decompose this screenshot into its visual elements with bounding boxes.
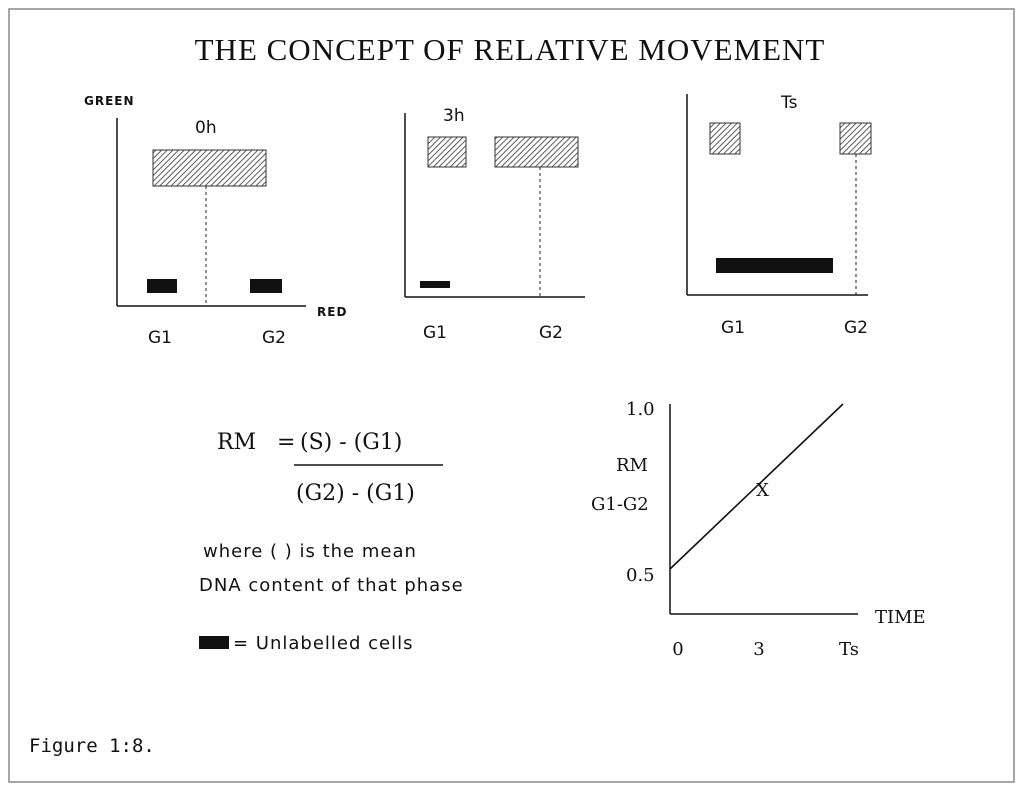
labelled-s-phase-box (153, 150, 266, 186)
explanation-line-1: where ( ) is the mean (203, 541, 417, 562)
labelled-g1-box (428, 137, 466, 167)
legend-swatch-unlabelled (199, 636, 229, 649)
x-tick-label-0: 0 (672, 639, 684, 660)
chart-x-label-time: TIME (875, 607, 926, 628)
unlabelled-cells-box (716, 258, 833, 273)
formula-lhs: RM (217, 430, 257, 455)
y-axis-label-green: GREEN (84, 94, 135, 108)
phase-label-g1: G1 (148, 328, 172, 348)
point-marker-x: X (756, 479, 769, 501)
labelled-g1-box (710, 123, 740, 154)
panel-time-label: 3h (443, 106, 465, 126)
formula-equals: = (277, 430, 296, 455)
unlabelled-g2-box (250, 279, 282, 293)
unlabelled-g1-box (147, 279, 177, 293)
y-tick-label-1-0: 1.0 (626, 399, 655, 420)
formula-denominator: (G2) - (G1) (296, 481, 415, 506)
x-axis-label-red: RED (317, 305, 348, 319)
labelled-g2-box (840, 123, 871, 154)
panel-0h (84, 94, 347, 348)
rm-formula (217, 430, 443, 506)
y-tick-label-0-5: 0.5 (626, 565, 655, 586)
unlabelled-g1-box (420, 281, 450, 288)
figure-caption: Figure 1:8. (29, 735, 155, 757)
x-tick-label-3: 3 (753, 639, 765, 660)
panel-ts (687, 93, 871, 338)
panel-time-label: 0h (195, 118, 217, 138)
figure-title: THE CONCEPT OF RELATIVE MOVEMENT (194, 32, 826, 67)
labelled-s-phase-box (495, 137, 578, 167)
explanation-line-2: DNA content of that phase (199, 575, 464, 596)
panel-3h (405, 106, 585, 343)
phase-label-g2: G2 (539, 323, 563, 343)
phase-label-g1: G1 (423, 323, 447, 343)
x-tick-label-ts: Ts (839, 639, 859, 660)
legend-label: = Unlabelled cells (233, 633, 414, 654)
chart-y-label-g1-g2: G1-G2 (591, 494, 649, 515)
chart-y-label-rm: RM (616, 455, 648, 476)
rm-time-chart (591, 399, 926, 660)
phase-label-g1: G1 (721, 318, 745, 338)
panel-time-label: Ts (781, 93, 798, 113)
phase-label-g2: G2 (262, 328, 286, 348)
phase-label-g2: G2 (844, 318, 868, 338)
formula-numerator: (S) - (G1) (300, 430, 403, 455)
legend (199, 633, 414, 654)
